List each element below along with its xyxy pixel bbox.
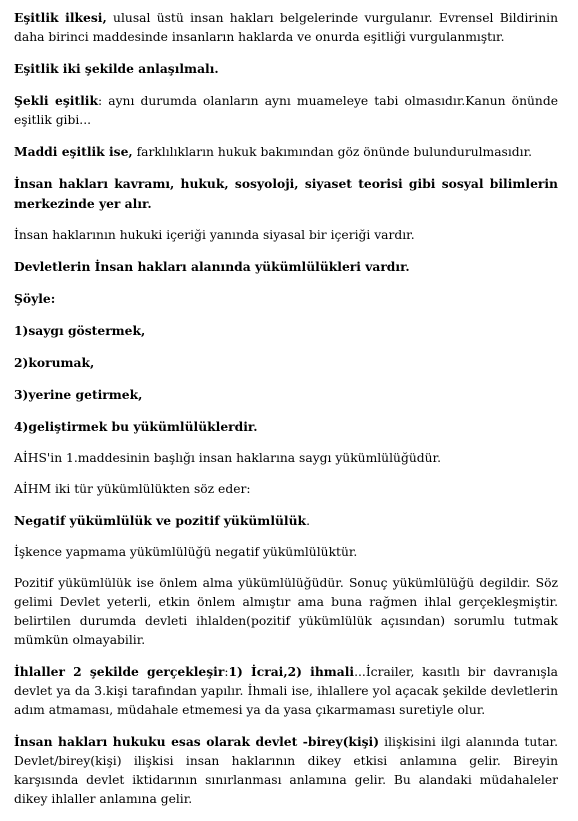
bold-text: 1) İcrai,2) ihmali (228, 664, 355, 679)
body-text: : aynı durumda olanların aynı muameleye tabi olmasıdır.Kanun önünde eşitlik gibi... (14, 94, 558, 127)
paragraph (14, 574, 558, 650)
bold-text: 3)yerine getirmek, (14, 387, 143, 402)
paragraph (14, 321, 558, 341)
paragraph (14, 511, 558, 531)
body-text: ulusal üstü insan hakları belgelerinde vurgulanır. Evrensel Bildirinin daha birinci maddesinde insanların haklarda ve onurda eşitliği vurgulanmıştır. (14, 11, 558, 44)
body-text: : (224, 665, 229, 679)
paragraph (14, 385, 558, 405)
body-text: ilişkisini ilgi alanında tutar. Devlet/birey(kişi) ilişkisi insan haklarının dikey etkisi anlamına gelir. Bireyin karşısında devlet iktidarının sınırlanması anlamına gelir. Bu alandaki müdahaleler dikey ihlaller anlamına gelir. (14, 735, 558, 806)
paragraph (14, 174, 558, 214)
bold-text: 1)saygı göstermek, (14, 323, 146, 338)
bold-text: İnsan hakları kavramı, hukuk, sosyoloji, siyaset teorisi gibi sosyal bilimlerin merkezinde yer alır. (14, 176, 558, 211)
body-text: İşkence yapmama yükümlülüğü negatif yükümlülüktür. (14, 545, 358, 559)
paragraph (14, 662, 558, 720)
paragraph (14, 543, 558, 562)
bold-text: Şöyle: (14, 291, 56, 306)
bold-text: İhlaller 2 şekilde gerçekleşir (14, 664, 225, 679)
bold-text: Negatif yükümlülük ve pozitif yükümlülük (14, 513, 307, 528)
paragraph (14, 142, 558, 162)
paragraph (14, 289, 558, 309)
paragraph (14, 480, 558, 499)
paragraph (14, 417, 558, 437)
body-text: Pozitif yükümlülük ise önlem alma yükümlülüğüdür. Sonuç yükümlülüğü degildir. Söz gelimi Devlet yeterli, etkin önlem almıştır ama buna rağmen ihlal gerçekleşmiştir. belirtilen durumda devleti ihlalden(pozitif yükümlülük açısından) sorumlu tutmak mümkün olmayabilir. (14, 576, 558, 647)
bold-text: Maddi eşitlik ise, (14, 144, 133, 159)
paragraph (14, 91, 558, 130)
paragraph (14, 257, 558, 277)
body-text: . (306, 514, 310, 528)
paragraph (14, 226, 558, 245)
bold-text: Devletlerin İnsan hakları alanında yükümlülükleri vardır. (14, 259, 410, 274)
bold-text: Eşitlik ilkesi, (14, 10, 107, 25)
bold-text: 4)geliştirmek bu yükümlülüklerdir. (14, 419, 258, 434)
bold-text: 2)korumak, (14, 355, 95, 370)
bold-text: Eşitlik iki şekilde anlaşılmalı. (14, 61, 219, 76)
body-text: farklılıkların hukuk bakımından göz önünde bulundurulmasıdır. (132, 145, 533, 159)
body-text: AİHS'in 1.maddesinin başlığı insan haklarına saygı yükümlülüğüdür. (14, 451, 441, 465)
paragraph (14, 732, 558, 809)
bold-text: Şekli eşitlik (14, 93, 98, 108)
body-text: İnsan haklarının hukuki içeriği yanında siyasal bir içeriği vardır. (14, 228, 415, 242)
paragraph (14, 8, 558, 47)
paragraph (14, 353, 558, 373)
bold-text: İnsan hakları hukuku esas olarak devlet -birey(kişi) (14, 734, 380, 749)
paragraph (14, 449, 558, 468)
paragraph (14, 59, 558, 79)
body-text: ...İcrailer, kasıtlı bir davranışla devlet ya da 3.kişi tarafından yapılır. İhmali ise, ihlallere yol açacak şekilde devletlerin adım atmaması, müdahale etmemesi ya da yasa çıkarmaması suretiyle olur. (14, 665, 558, 717)
body-text: AİHM iki tür yükümlülükten söz eder: (14, 482, 251, 496)
